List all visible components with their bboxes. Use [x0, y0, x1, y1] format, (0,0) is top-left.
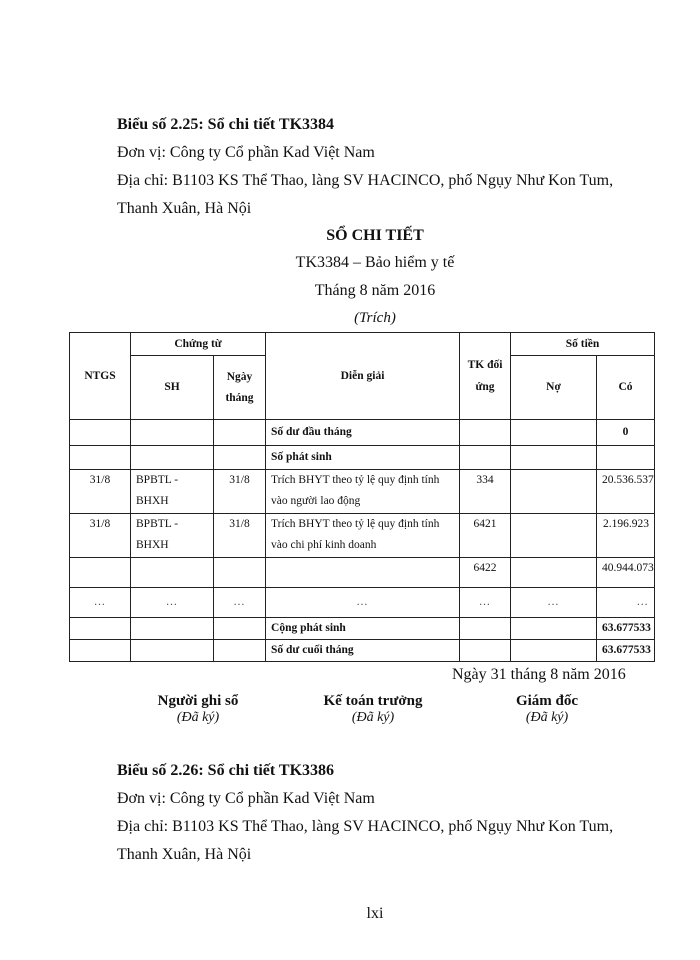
- total-label: Cộng phát sinh: [266, 618, 460, 640]
- section1-title: Biểu số 2.25: Sổ chi tiết TK3384: [117, 116, 335, 133]
- section2-title: Biểu số 2.26: Sổ chi tiết TK3386: [117, 762, 335, 779]
- sign-recorder-signed: (Đã ký): [176, 710, 220, 725]
- closing-row: [70, 640, 655, 662]
- row-sh: [131, 558, 214, 588]
- row-ntgs: 31/8: [70, 514, 131, 558]
- opening-co: 0: [597, 420, 655, 446]
- header-dien-giai: Diễn giải: [266, 333, 460, 420]
- arising-label: Số phát sinh: [266, 446, 460, 470]
- table-row: [70, 558, 655, 588]
- row-co: 20.536.537: [597, 470, 655, 514]
- sign-block-chief-accountant: [303, 693, 443, 726]
- ellipsis-cell: …: [511, 588, 597, 618]
- section1-address-line2: Thanh Xuân, Hà Nội: [117, 200, 252, 217]
- row-dien-giai: Trích BHYT theo tỷ lệ quy định tính vào người lao động: [266, 470, 460, 514]
- ellipsis-cell: …: [70, 588, 131, 618]
- header-sh: SH: [131, 356, 214, 420]
- opening-label: Số dư đầu tháng: [266, 420, 460, 446]
- sign-chief-signed: (Đã ký): [351, 710, 395, 725]
- section1-unit: Đơn vị: Công ty Cổ phần Kad Việt Nam: [117, 144, 375, 161]
- sign-director-role: Giám đốc: [515, 693, 579, 709]
- row-co: 2.196.923: [597, 514, 655, 558]
- row-dien-giai: Trích BHYT theo tỷ lệ quy định tính vào chi phí kinh doanh: [266, 514, 460, 558]
- ellipsis-cell: …: [131, 588, 214, 618]
- ellipsis-cell: …: [266, 588, 460, 618]
- sign-block-recorder: [138, 693, 258, 726]
- header-ngay-thang: Ngày tháng: [214, 356, 266, 420]
- row-tk: 6421: [460, 514, 511, 558]
- arising-row: [70, 446, 655, 470]
- row-no: [511, 514, 597, 558]
- section2-address-line2: Thanh Xuân, Hà Nội: [117, 846, 252, 863]
- closing-co: 63.677533: [597, 640, 655, 662]
- sign-chief-role: Kế toán trưởng: [323, 693, 423, 709]
- ledger-note: (Trích): [354, 310, 396, 326]
- opening-row: [70, 420, 655, 446]
- ledger-heading: SỔ CHI TIẾT: [326, 227, 424, 244]
- header-co: Có: [597, 356, 655, 420]
- table-row: [70, 514, 655, 558]
- sign-date: Ngày 31 tháng 8 năm 2016: [452, 666, 626, 683]
- row-co: 40.944.073: [597, 558, 655, 588]
- ellipsis-row: [70, 588, 655, 618]
- row-tk: 334: [460, 470, 511, 514]
- ledger-account: TK3384 – Bảo hiểm y tế: [295, 254, 455, 271]
- row-ngay: 31/8: [214, 514, 266, 558]
- sign-recorder-role: Người ghi sổ: [157, 693, 239, 709]
- header-tk-doi-ung: TK đối ứng: [460, 333, 511, 420]
- closing-label: Số dư cuối tháng: [266, 640, 460, 662]
- ellipsis-cell: …: [597, 588, 655, 618]
- row-ngay: 31/8: [214, 470, 266, 514]
- sign-director-signed: (Đã ký): [525, 710, 569, 725]
- row-ngay: [214, 558, 266, 588]
- section2-unit: Đơn vị: Công ty Cổ phần Kad Việt Nam: [117, 790, 375, 807]
- row-no: [511, 470, 597, 514]
- row-ntgs: [70, 558, 131, 588]
- section2-address-line1: Địa chỉ: B1103 KS Thể Thao, làng SV HACINCO, phố Ngụy Như Kon Tum,: [117, 818, 614, 835]
- row-sh: BPBTL - BHXH: [131, 470, 214, 514]
- row-ntgs: 31/8: [70, 470, 131, 514]
- row-sh: BPBTL - BHXH: [131, 514, 214, 558]
- ledger-period: Tháng 8 năm 2016: [314, 282, 436, 299]
- page-number: lxi: [366, 905, 384, 922]
- sign-block-director: [487, 693, 607, 726]
- header-chung-tu: Chứng từ: [131, 333, 266, 356]
- table-row: [70, 470, 655, 514]
- total-co: 63.677533: [597, 618, 655, 640]
- total-row: [70, 618, 655, 640]
- row-dien-giai: [266, 558, 460, 588]
- header-ntgs: NTGS: [70, 333, 131, 420]
- ledger-table: [69, 332, 655, 662]
- ellipsis-cell: …: [214, 588, 266, 618]
- row-no: [511, 558, 597, 588]
- ellipsis-cell: …: [460, 588, 511, 618]
- row-tk: 6422: [460, 558, 511, 588]
- header-no: Nợ: [511, 356, 597, 420]
- section1-address-line1: Địa chỉ: B1103 KS Thể Thao, làng SV HACINCO, phố Ngụy Như Kon Tum,: [117, 172, 614, 189]
- header-so-tien: Số tiền: [511, 333, 655, 356]
